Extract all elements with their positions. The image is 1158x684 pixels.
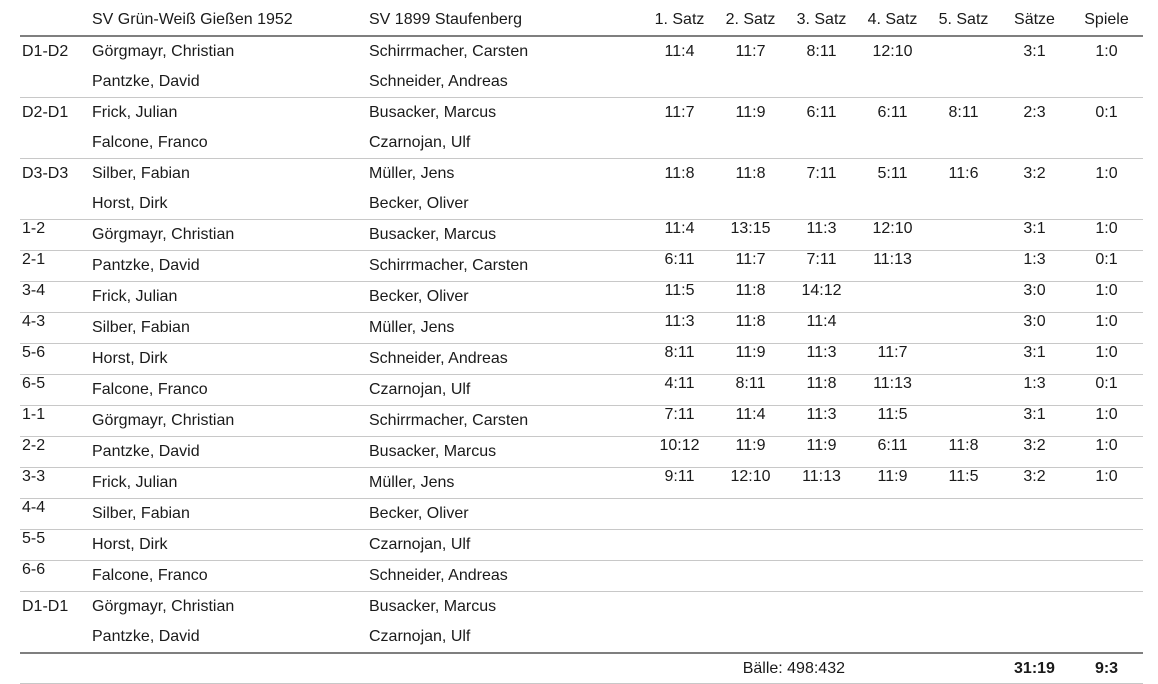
set-2-score — [715, 561, 786, 592]
set-5-score — [928, 561, 999, 592]
set-4-score: 6:11 — [857, 98, 928, 159]
set-5-score: 8:11 — [928, 98, 999, 159]
spiele-result: 1:0 — [1070, 468, 1143, 499]
spiele-result — [1070, 561, 1143, 592]
set-4-score: 12:10 — [857, 220, 928, 251]
set-4-score — [857, 530, 928, 561]
match-row — [20, 375, 1143, 406]
home-player: Silber, Fabian — [92, 165, 190, 182]
set-5-score — [928, 530, 999, 561]
set-5-score — [928, 592, 999, 654]
balls-total: Bälle: 498:432 — [644, 653, 857, 684]
set-3-score — [786, 499, 857, 530]
set-3-score: 11:3 — [786, 220, 857, 251]
match-position: 6-6 — [20, 561, 90, 592]
away-player: Schirrmacher, Carsten — [369, 43, 529, 60]
away-player: Czarnojan, Ulf — [367, 530, 644, 561]
away-player: Müller, Jens — [369, 165, 455, 182]
set-3-score: 7:11 — [786, 251, 857, 282]
set-5-score — [928, 282, 999, 313]
spiele-total: 9:3 — [1070, 653, 1143, 684]
set-1-score: 11:4 — [644, 36, 715, 98]
match-row — [20, 220, 1143, 251]
home-player: Falcone, Franco — [90, 375, 367, 406]
home-player: Görgmayr, Christian — [90, 406, 367, 437]
set-5-score — [928, 344, 999, 375]
set-2-score: 11:8 — [715, 313, 786, 344]
saetze-result — [999, 592, 1070, 654]
set-3-score: 11:4 — [786, 313, 857, 344]
spiele-result: 1:0 — [1070, 36, 1143, 98]
home-player: Pantzke, David — [90, 251, 367, 282]
match-position: D1-D1 — [20, 592, 90, 654]
match-row — [20, 530, 1143, 561]
away-player: Czarnojan, Ulf — [367, 375, 644, 406]
saetze-result: 3:1 — [999, 36, 1070, 98]
match-position: 4-4 — [20, 499, 90, 530]
match-position: 4-3 — [20, 313, 90, 344]
home-player: Görgmayr, Christian — [90, 220, 367, 251]
results-body — [20, 36, 1143, 653]
set-1-score: 9:11 — [644, 468, 715, 499]
set-4-score: 12:10 — [857, 36, 928, 98]
header-set-4: 4. Satz — [857, 4, 928, 36]
saetze-result: 3:2 — [999, 159, 1070, 220]
set-4-score — [857, 561, 928, 592]
saetze-result: 3:1 — [999, 344, 1070, 375]
set-2-score — [715, 530, 786, 561]
match-position: 3-4 — [20, 282, 90, 313]
saetze-result — [999, 530, 1070, 561]
saetze-result: 3:0 — [999, 313, 1070, 344]
spiele-result: 0:1 — [1070, 98, 1143, 159]
spiele-result: 0:1 — [1070, 251, 1143, 282]
header-home-team: SV Grün-Weiß Gießen 1952 — [90, 4, 367, 36]
home-player: Pantzke, David — [90, 437, 367, 468]
set-1-score — [644, 561, 715, 592]
set-2-score: 12:10 — [715, 468, 786, 499]
set-3-score: 7:11 — [786, 159, 857, 220]
match-row — [20, 159, 1143, 190]
saetze-result — [999, 561, 1070, 592]
away-player: Becker, Oliver — [367, 499, 644, 530]
home-player-partner: Horst, Dirk — [90, 189, 367, 220]
away-player-partner: Schneider, Andreas — [367, 67, 644, 98]
results-table — [20, 4, 1143, 684]
home-player: Silber, Fabian — [90, 499, 367, 530]
set-2-score: 11:9 — [715, 437, 786, 468]
set-3-score: 11:3 — [786, 406, 857, 437]
home-player: Falcone, Franco — [90, 561, 367, 592]
set-4-score: 11:13 — [857, 375, 928, 406]
spiele-result — [1070, 592, 1143, 654]
set-1-score: 11:3 — [644, 313, 715, 344]
match-position: 2-2 — [20, 437, 90, 468]
match-row — [20, 592, 1143, 623]
set-1-score: 11:5 — [644, 282, 715, 313]
set-3-score: 11:13 — [786, 468, 857, 499]
saetze-result: 1:3 — [999, 251, 1070, 282]
spiele-result — [1070, 499, 1143, 530]
match-position: D1-D2 — [20, 36, 90, 98]
saetze-total: 31:19 — [999, 653, 1070, 684]
match-position: 5-5 — [20, 530, 90, 561]
saetze-result: 3:2 — [999, 437, 1070, 468]
set-2-score: 11:9 — [715, 344, 786, 375]
saetze-result — [999, 499, 1070, 530]
spiele-result: 1:0 — [1070, 159, 1143, 220]
set-5-score — [928, 499, 999, 530]
set-5-score — [928, 36, 999, 98]
match-row — [20, 98, 1143, 129]
spiele-result: 1:0 — [1070, 282, 1143, 313]
spiele-result: 0:1 — [1070, 375, 1143, 406]
set-2-score: 11:8 — [715, 282, 786, 313]
away-player: Becker, Oliver — [367, 282, 644, 313]
match-position: 2-1 — [20, 251, 90, 282]
home-player: Frick, Julian — [90, 282, 367, 313]
set-4-score — [857, 282, 928, 313]
home-player-partner: Pantzke, David — [90, 67, 367, 98]
set-4-score: 11:7 — [857, 344, 928, 375]
match-position: 3-3 — [20, 468, 90, 499]
set-3-score: 14:12 — [786, 282, 857, 313]
spiele-result: 1:0 — [1070, 220, 1143, 251]
match-row — [20, 251, 1143, 282]
set-5-score — [928, 375, 999, 406]
away-player-partner: Becker, Oliver — [367, 189, 644, 220]
set-5-score — [928, 406, 999, 437]
spiele-result — [1070, 530, 1143, 561]
set-4-score: 11:5 — [857, 406, 928, 437]
away-player: Busacker, Marcus — [369, 104, 497, 121]
header-spiele: Spiele — [1070, 4, 1143, 36]
set-3-score: 11:9 — [786, 437, 857, 468]
header-set-1: 1. Satz — [644, 4, 715, 36]
match-position: 1-1 — [20, 406, 90, 437]
set-2-score: 8:11 — [715, 375, 786, 406]
match-row — [20, 313, 1143, 344]
saetze-result: 3:2 — [999, 468, 1070, 499]
match-row — [20, 468, 1143, 499]
set-3-score — [786, 530, 857, 561]
away-player: Müller, Jens — [367, 313, 644, 344]
set-5-score: 11:5 — [928, 468, 999, 499]
home-player: Görgmayr, Christian — [92, 598, 235, 615]
set-1-score — [644, 592, 715, 654]
away-player: Schneider, Andreas — [367, 561, 644, 592]
set-3-score: 8:11 — [786, 36, 857, 98]
match-position: D3-D3 — [20, 159, 90, 220]
set-5-score: 11:8 — [928, 437, 999, 468]
set-1-score: 7:11 — [644, 406, 715, 437]
set-1-score: 10:12 — [644, 437, 715, 468]
set-4-score — [857, 313, 928, 344]
set-1-score: 11:8 — [644, 159, 715, 220]
away-player-partner: Czarnojan, Ulf — [367, 622, 644, 653]
set-2-score: 13:15 — [715, 220, 786, 251]
set-1-score — [644, 499, 715, 530]
set-1-score: 6:11 — [644, 251, 715, 282]
header-pos — [20, 4, 90, 36]
set-1-score: 11:4 — [644, 220, 715, 251]
set-1-score: 4:11 — [644, 375, 715, 406]
set-1-score: 11:7 — [644, 98, 715, 159]
set-3-score: 6:11 — [786, 98, 857, 159]
away-player: Schneider, Andreas — [367, 344, 644, 375]
match-position: D2-D1 — [20, 98, 90, 159]
set-4-score: 5:11 — [857, 159, 928, 220]
spiele-result: 1:0 — [1070, 437, 1143, 468]
home-player: Silber, Fabian — [90, 313, 367, 344]
home-player: Horst, Dirk — [90, 344, 367, 375]
away-player: Busacker, Marcus — [367, 220, 644, 251]
match-position: 1-2 — [20, 220, 90, 251]
set-2-score: 11:4 — [715, 406, 786, 437]
set-1-score: 8:11 — [644, 344, 715, 375]
set-2-score — [715, 499, 786, 530]
match-report — [20, 4, 1143, 684]
saetze-result: 1:3 — [999, 375, 1070, 406]
spiele-result: 1:0 — [1070, 344, 1143, 375]
set-4-score: 11:9 — [857, 468, 928, 499]
saetze-result: 3:0 — [999, 282, 1070, 313]
match-row — [20, 344, 1143, 375]
match-row — [20, 406, 1143, 437]
saetze-result: 2:3 — [999, 98, 1070, 159]
match-position: 5-6 — [20, 344, 90, 375]
summary-row — [20, 653, 1143, 684]
home-player-partner: Pantzke, David — [90, 622, 367, 653]
set-4-score — [857, 499, 928, 530]
spiele-result: 1:0 — [1070, 406, 1143, 437]
away-player: Busacker, Marcus — [367, 437, 644, 468]
header-set-5: 5. Satz — [928, 4, 999, 36]
saetze-result: 3:1 — [999, 220, 1070, 251]
header-away-team: SV 1899 Staufenberg — [367, 4, 644, 36]
set-3-score: 11:3 — [786, 344, 857, 375]
home-player: Horst, Dirk — [90, 530, 367, 561]
spiele-result: 1:0 — [1070, 313, 1143, 344]
header-set-3: 3. Satz — [786, 4, 857, 36]
set-4-score: 6:11 — [857, 437, 928, 468]
set-3-score — [786, 592, 857, 654]
away-player: Schirrmacher, Carsten — [367, 406, 644, 437]
home-player-partner: Falcone, Franco — [90, 128, 367, 159]
set-2-score: 11:7 — [715, 36, 786, 98]
set-5-score — [928, 313, 999, 344]
header-saetze: Sätze — [999, 4, 1070, 36]
set-4-score: 11:13 — [857, 251, 928, 282]
home-player: Frick, Julian — [92, 104, 178, 121]
set-5-score: 11:6 — [928, 159, 999, 220]
header-set-2: 2. Satz — [715, 4, 786, 36]
set-3-score: 11:8 — [786, 375, 857, 406]
match-position: 6-5 — [20, 375, 90, 406]
table-header-row — [20, 4, 1143, 36]
set-5-score — [928, 220, 999, 251]
set-5-score — [928, 251, 999, 282]
home-player: Frick, Julian — [90, 468, 367, 499]
set-2-score — [715, 592, 786, 654]
match-row — [20, 437, 1143, 468]
away-player: Busacker, Marcus — [369, 598, 497, 615]
home-player: Görgmayr, Christian — [92, 43, 235, 60]
match-row — [20, 499, 1143, 530]
set-2-score: 11:8 — [715, 159, 786, 220]
set-2-score: 11:7 — [715, 251, 786, 282]
set-2-score: 11:9 — [715, 98, 786, 159]
set-1-score — [644, 530, 715, 561]
match-row — [20, 561, 1143, 592]
match-row — [20, 36, 1143, 67]
away-player: Schirrmacher, Carsten — [367, 251, 644, 282]
away-player-partner: Czarnojan, Ulf — [367, 128, 644, 159]
away-player: Müller, Jens — [367, 468, 644, 499]
set-4-score — [857, 592, 928, 654]
saetze-result: 3:1 — [999, 406, 1070, 437]
match-row — [20, 282, 1143, 313]
set-3-score — [786, 561, 857, 592]
